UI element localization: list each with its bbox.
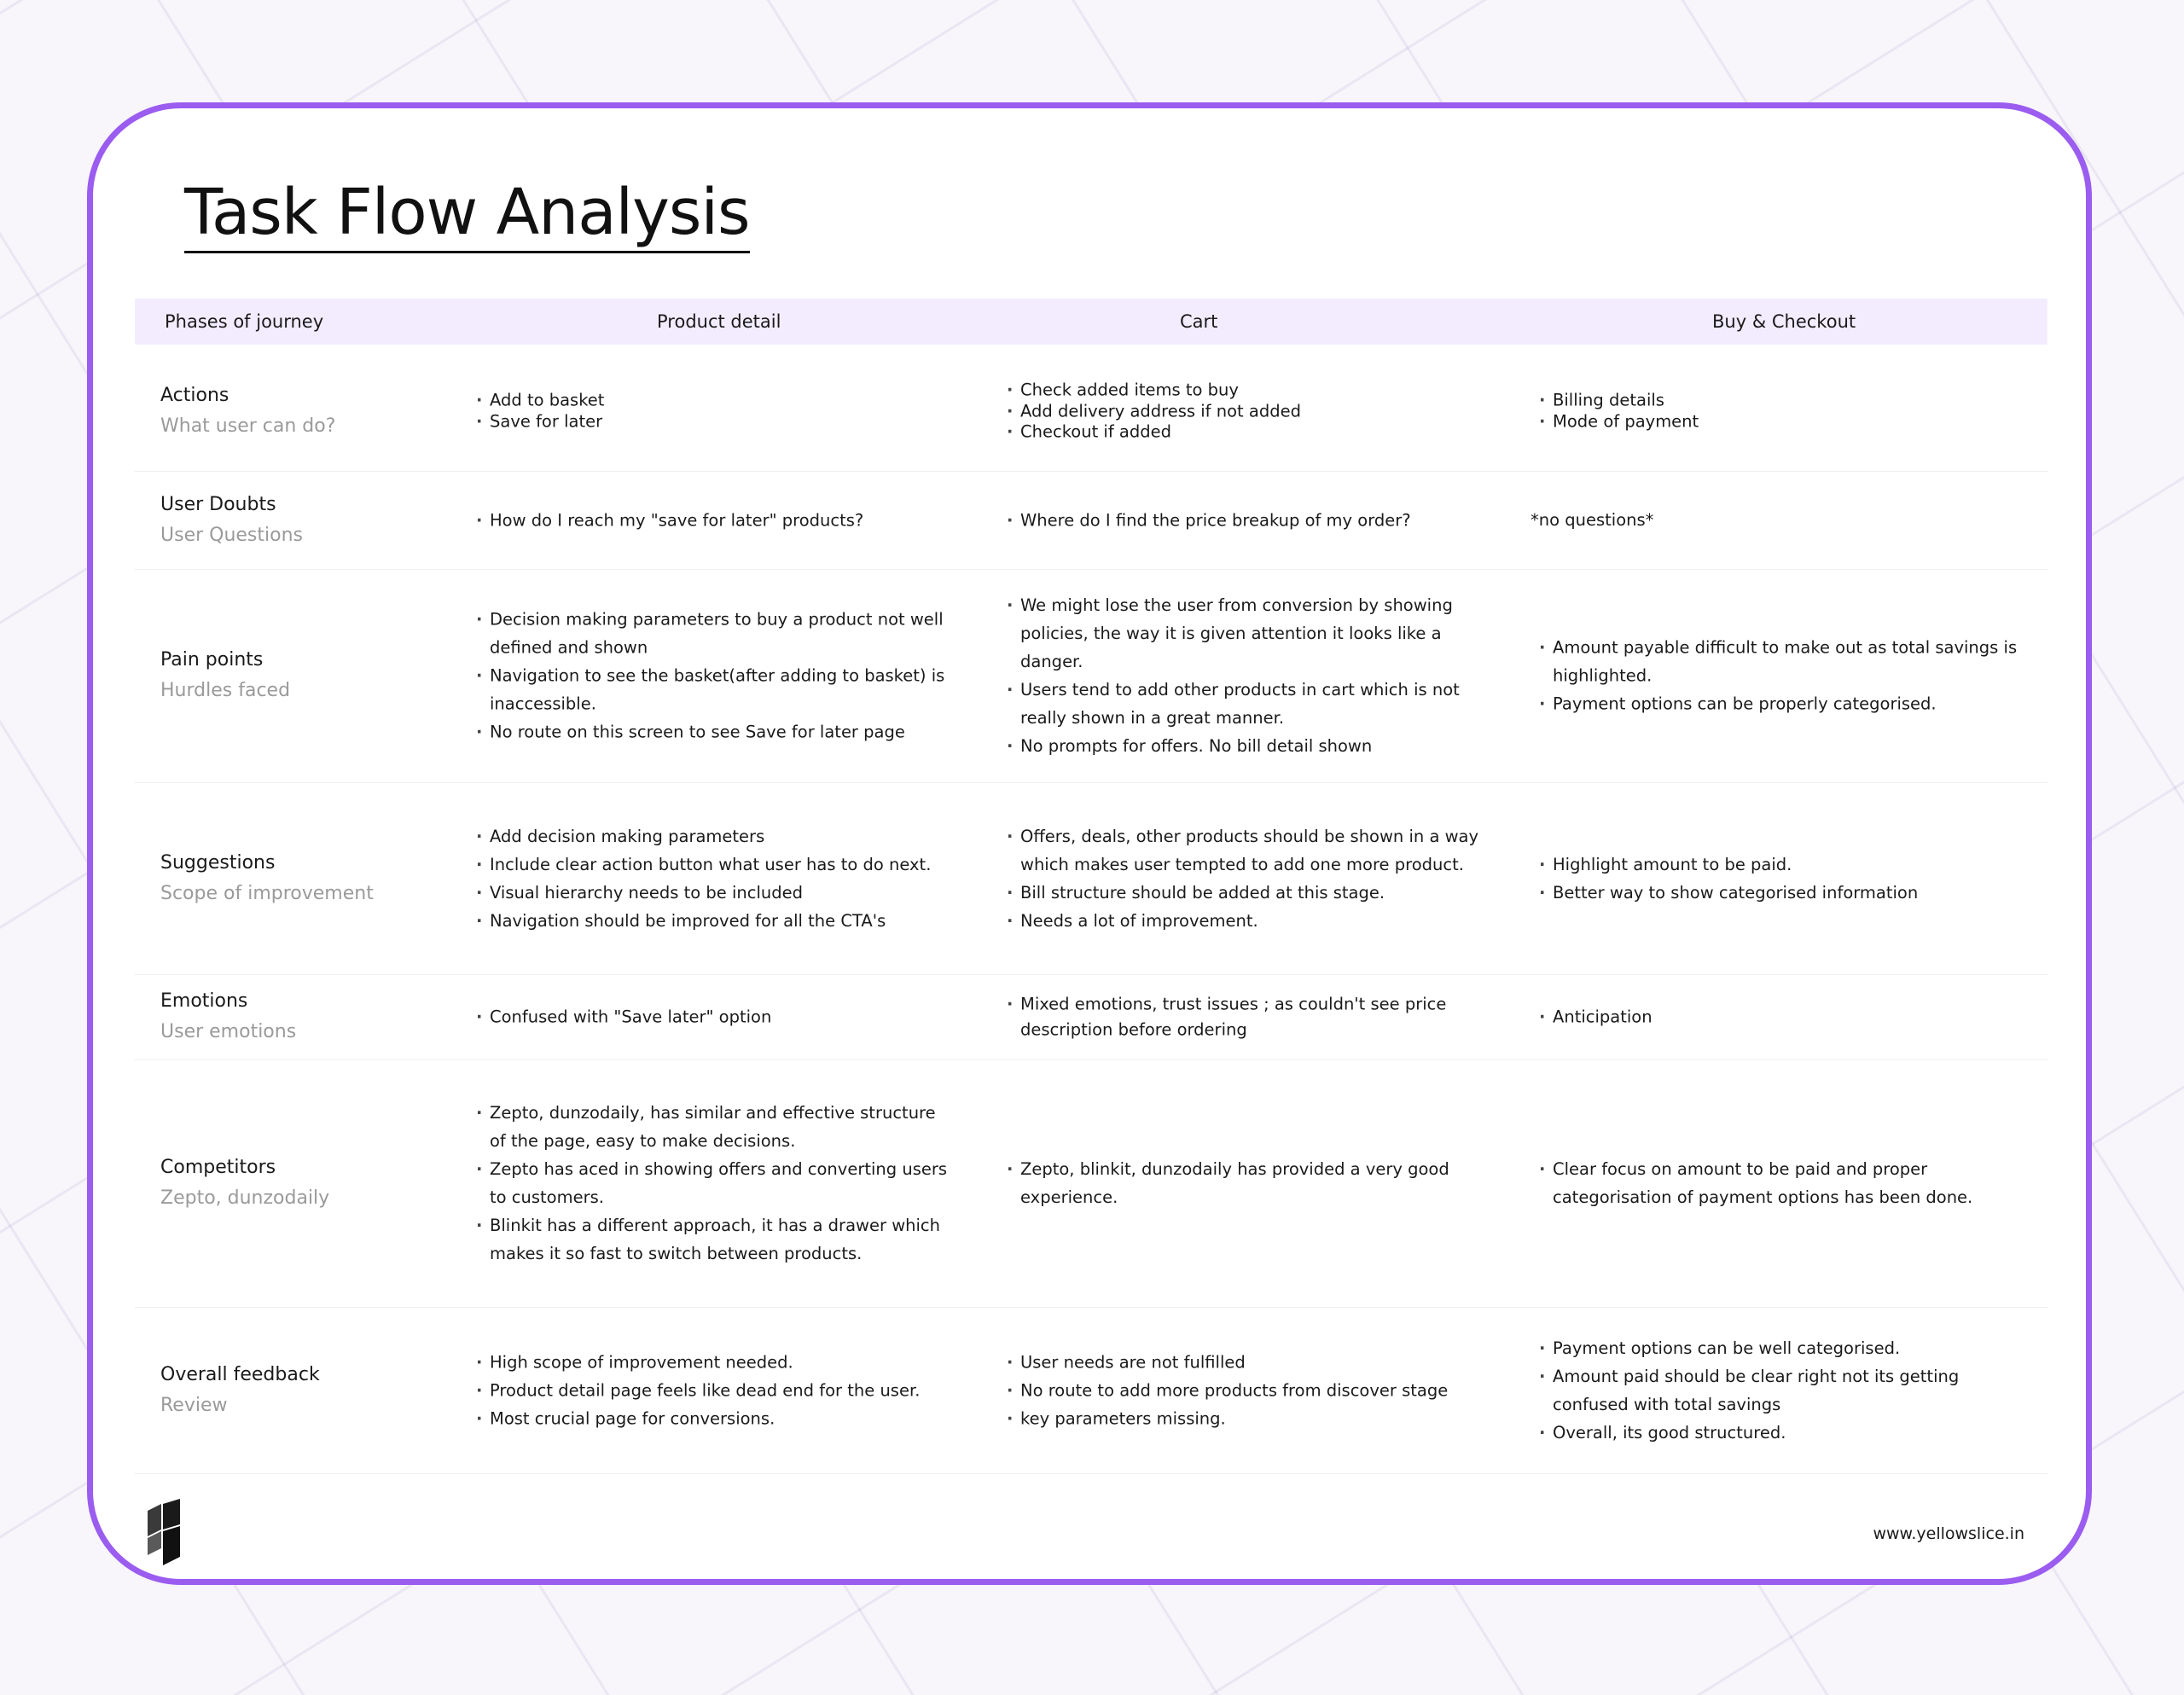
list-item: · Mixed emotions, trust issues ; as couldn't see price description before ordering <box>1007 992 1484 1042</box>
list-item: · Payment options can be properly categorised. <box>1539 690 2025 718</box>
list-item: · High scope of improvement needed. <box>476 1348 954 1376</box>
list-item: · Most crucial page for conversions. <box>476 1404 954 1432</box>
list-item: · Mode of payment <box>1539 411 2025 432</box>
list-item: · Anticipation <box>1539 1003 2025 1031</box>
feedback-cart <box>1007 1348 1484 1432</box>
pain-product-detail <box>476 606 954 746</box>
suggestions-product-detail <box>476 822 954 935</box>
list-item: · Where do I find the price breakup of my order? <box>1007 506 1484 534</box>
list-item: · No route to add more products from discover stage <box>1007 1376 1484 1404</box>
suggestions-buy-checkout <box>1539 850 2025 907</box>
list-item: · Payment options can be well categorised. <box>1539 1334 2025 1362</box>
list-item: · Highlight amount to be paid. <box>1539 850 2025 879</box>
website-link[interactable]: www.yellowslice.in <box>1873 1524 2024 1543</box>
row-title: Competitors <box>160 1157 276 1178</box>
list-item: · Overall, its good structured. <box>1539 1419 2025 1447</box>
list-item: · Navigation to see the basket(after adding to basket) is inaccessible. <box>476 662 954 718</box>
list-item: · Navigation should be improved for all the CTA's <box>476 907 954 935</box>
header-cart: Cart <box>1180 311 1218 332</box>
competitors-cart <box>1007 1155 1484 1211</box>
list-item: · Add delivery address if not added <box>1007 401 1484 422</box>
list-item: · Add decision making parameters <box>476 822 954 850</box>
actions-buy-checkout <box>1539 391 2025 432</box>
row-label <box>160 380 468 442</box>
list-item: · Amount payable difficult to make out as total savings is highlighted. <box>1539 634 2025 690</box>
pain-cart <box>1007 591 1484 760</box>
list-item: · Clear focus on amount to be paid and proper categorisation of payment options has been done. <box>1539 1155 2025 1211</box>
feedback-product-detail <box>476 1348 954 1432</box>
row-title: Pain points <box>160 649 264 670</box>
list-item: · No prompts for offers. No bill detail shown <box>1007 732 1484 760</box>
actions-cart <box>1007 380 1484 443</box>
row-subtitle: User emotions <box>160 1021 297 1042</box>
row-subtitle: User Questions <box>160 524 303 546</box>
row-label <box>160 1360 468 1421</box>
list-item: · Decision making parameters to buy a product not well defined and shown <box>476 606 954 662</box>
list-item: · How do I reach my "save for later" products? <box>476 506 954 534</box>
row-title: Overall feedback <box>160 1363 320 1385</box>
list-item: · Add to basket <box>476 391 954 412</box>
row-emotions <box>135 974 2048 1060</box>
analysis-card <box>87 102 2092 1585</box>
row-competitors <box>135 1059 2048 1308</box>
row-subtitle: Hurdles faced <box>160 680 291 701</box>
actions-product-detail <box>476 391 954 432</box>
doubts-product-detail <box>476 506 954 534</box>
list-item: · Save for later <box>476 411 954 432</box>
list-item: · Zepto, dunzodaily, has similar and effective structure of the page, easy to make decisions. <box>476 1099 954 1155</box>
row-label <box>160 490 468 551</box>
suggestions-cart <box>1007 822 1484 935</box>
row-pain-points <box>135 569 2048 783</box>
list-item: · No route on this screen to see Save for later page <box>476 718 954 746</box>
list-item: · Amount paid should be clear right not its getting confused with total savings <box>1539 1362 2025 1419</box>
list-item: · Include clear action button what user has to do next. <box>476 850 954 879</box>
feedback-buy-checkout <box>1539 1334 2025 1447</box>
list-item: · Needs a lot of improvement. <box>1007 907 1484 935</box>
list-item: · Check added items to buy <box>1007 380 1484 401</box>
row-subtitle: Scope of improvement <box>160 882 374 904</box>
list-item: · Bill structure should be added at this stage. <box>1007 879 1484 907</box>
pain-buy-checkout <box>1539 634 2025 718</box>
row-user-doubts <box>135 471 2048 570</box>
list-item: · We might lose the user from conversion by showing policies, the way it is given attention it looks like a danger. <box>1007 591 1484 676</box>
list-item: · key parameters missing. <box>1007 1404 1484 1432</box>
list-item: · Visual hierarchy needs to be included <box>476 879 954 907</box>
row-label <box>160 986 468 1048</box>
yellowslice-logo-icon <box>142 1499 189 1567</box>
competitors-buy-checkout <box>1539 1155 2025 1211</box>
list-item: · Blinkit has a different approach, it has a drawer which makes it so fast to switch between products. <box>476 1211 954 1268</box>
row-title: User Doubts <box>160 493 276 515</box>
doubts-cart <box>1007 506 1484 534</box>
emotions-buy-checkout <box>1539 1003 2025 1031</box>
row-title: Actions <box>160 385 229 406</box>
list-item: · User needs are not fulfilled <box>1007 1348 1484 1376</box>
row-label <box>160 1152 468 1214</box>
row-subtitle: What user can do? <box>160 415 336 437</box>
list-item: · Product detail page feels like dead end for the user. <box>476 1376 954 1404</box>
row-subtitle: Review <box>160 1394 228 1416</box>
doubts-buy-checkout: *no questions* <box>1531 509 1654 530</box>
header-phases: Phases of journey <box>165 311 324 332</box>
row-title: Emotions <box>160 990 248 1012</box>
list-item: · Zepto, blinkit, dunzodaily has provided a very good experience. <box>1007 1155 1484 1211</box>
emotions-product-detail <box>476 1003 954 1031</box>
list-item: · Zepto has aced in showing offers and converting users to customers. <box>476 1155 954 1211</box>
list-item: · Confused with "Save later" option <box>476 1003 954 1031</box>
header-product-detail: Product detail <box>657 311 781 332</box>
page-title: Task Flow Analysis <box>184 177 750 253</box>
header-buy-checkout: Buy & Checkout <box>1712 311 1856 332</box>
table-header <box>135 299 2048 345</box>
list-item: · Better way to show categorised information <box>1539 879 2025 907</box>
row-label <box>160 645 468 706</box>
row-label <box>160 848 468 909</box>
competitors-product-detail <box>476 1099 954 1268</box>
row-suggestions <box>135 782 2048 975</box>
row-overall-feedback <box>135 1307 2048 1474</box>
list-item: · Users tend to add other products in cart which is not really shown in a great manner. <box>1007 676 1484 732</box>
row-title: Suggestions <box>160 851 276 874</box>
emotions-cart <box>1007 992 1484 1042</box>
row-actions <box>135 351 2048 472</box>
list-item: · Checkout if added <box>1007 421 1484 443</box>
list-item: · Billing details <box>1539 391 2025 412</box>
list-item: · Offers, deals, other products should be shown in a way which makes user tempted to add one more product. <box>1007 822 1484 879</box>
row-subtitle: Zepto, dunzodaily <box>160 1187 330 1209</box>
